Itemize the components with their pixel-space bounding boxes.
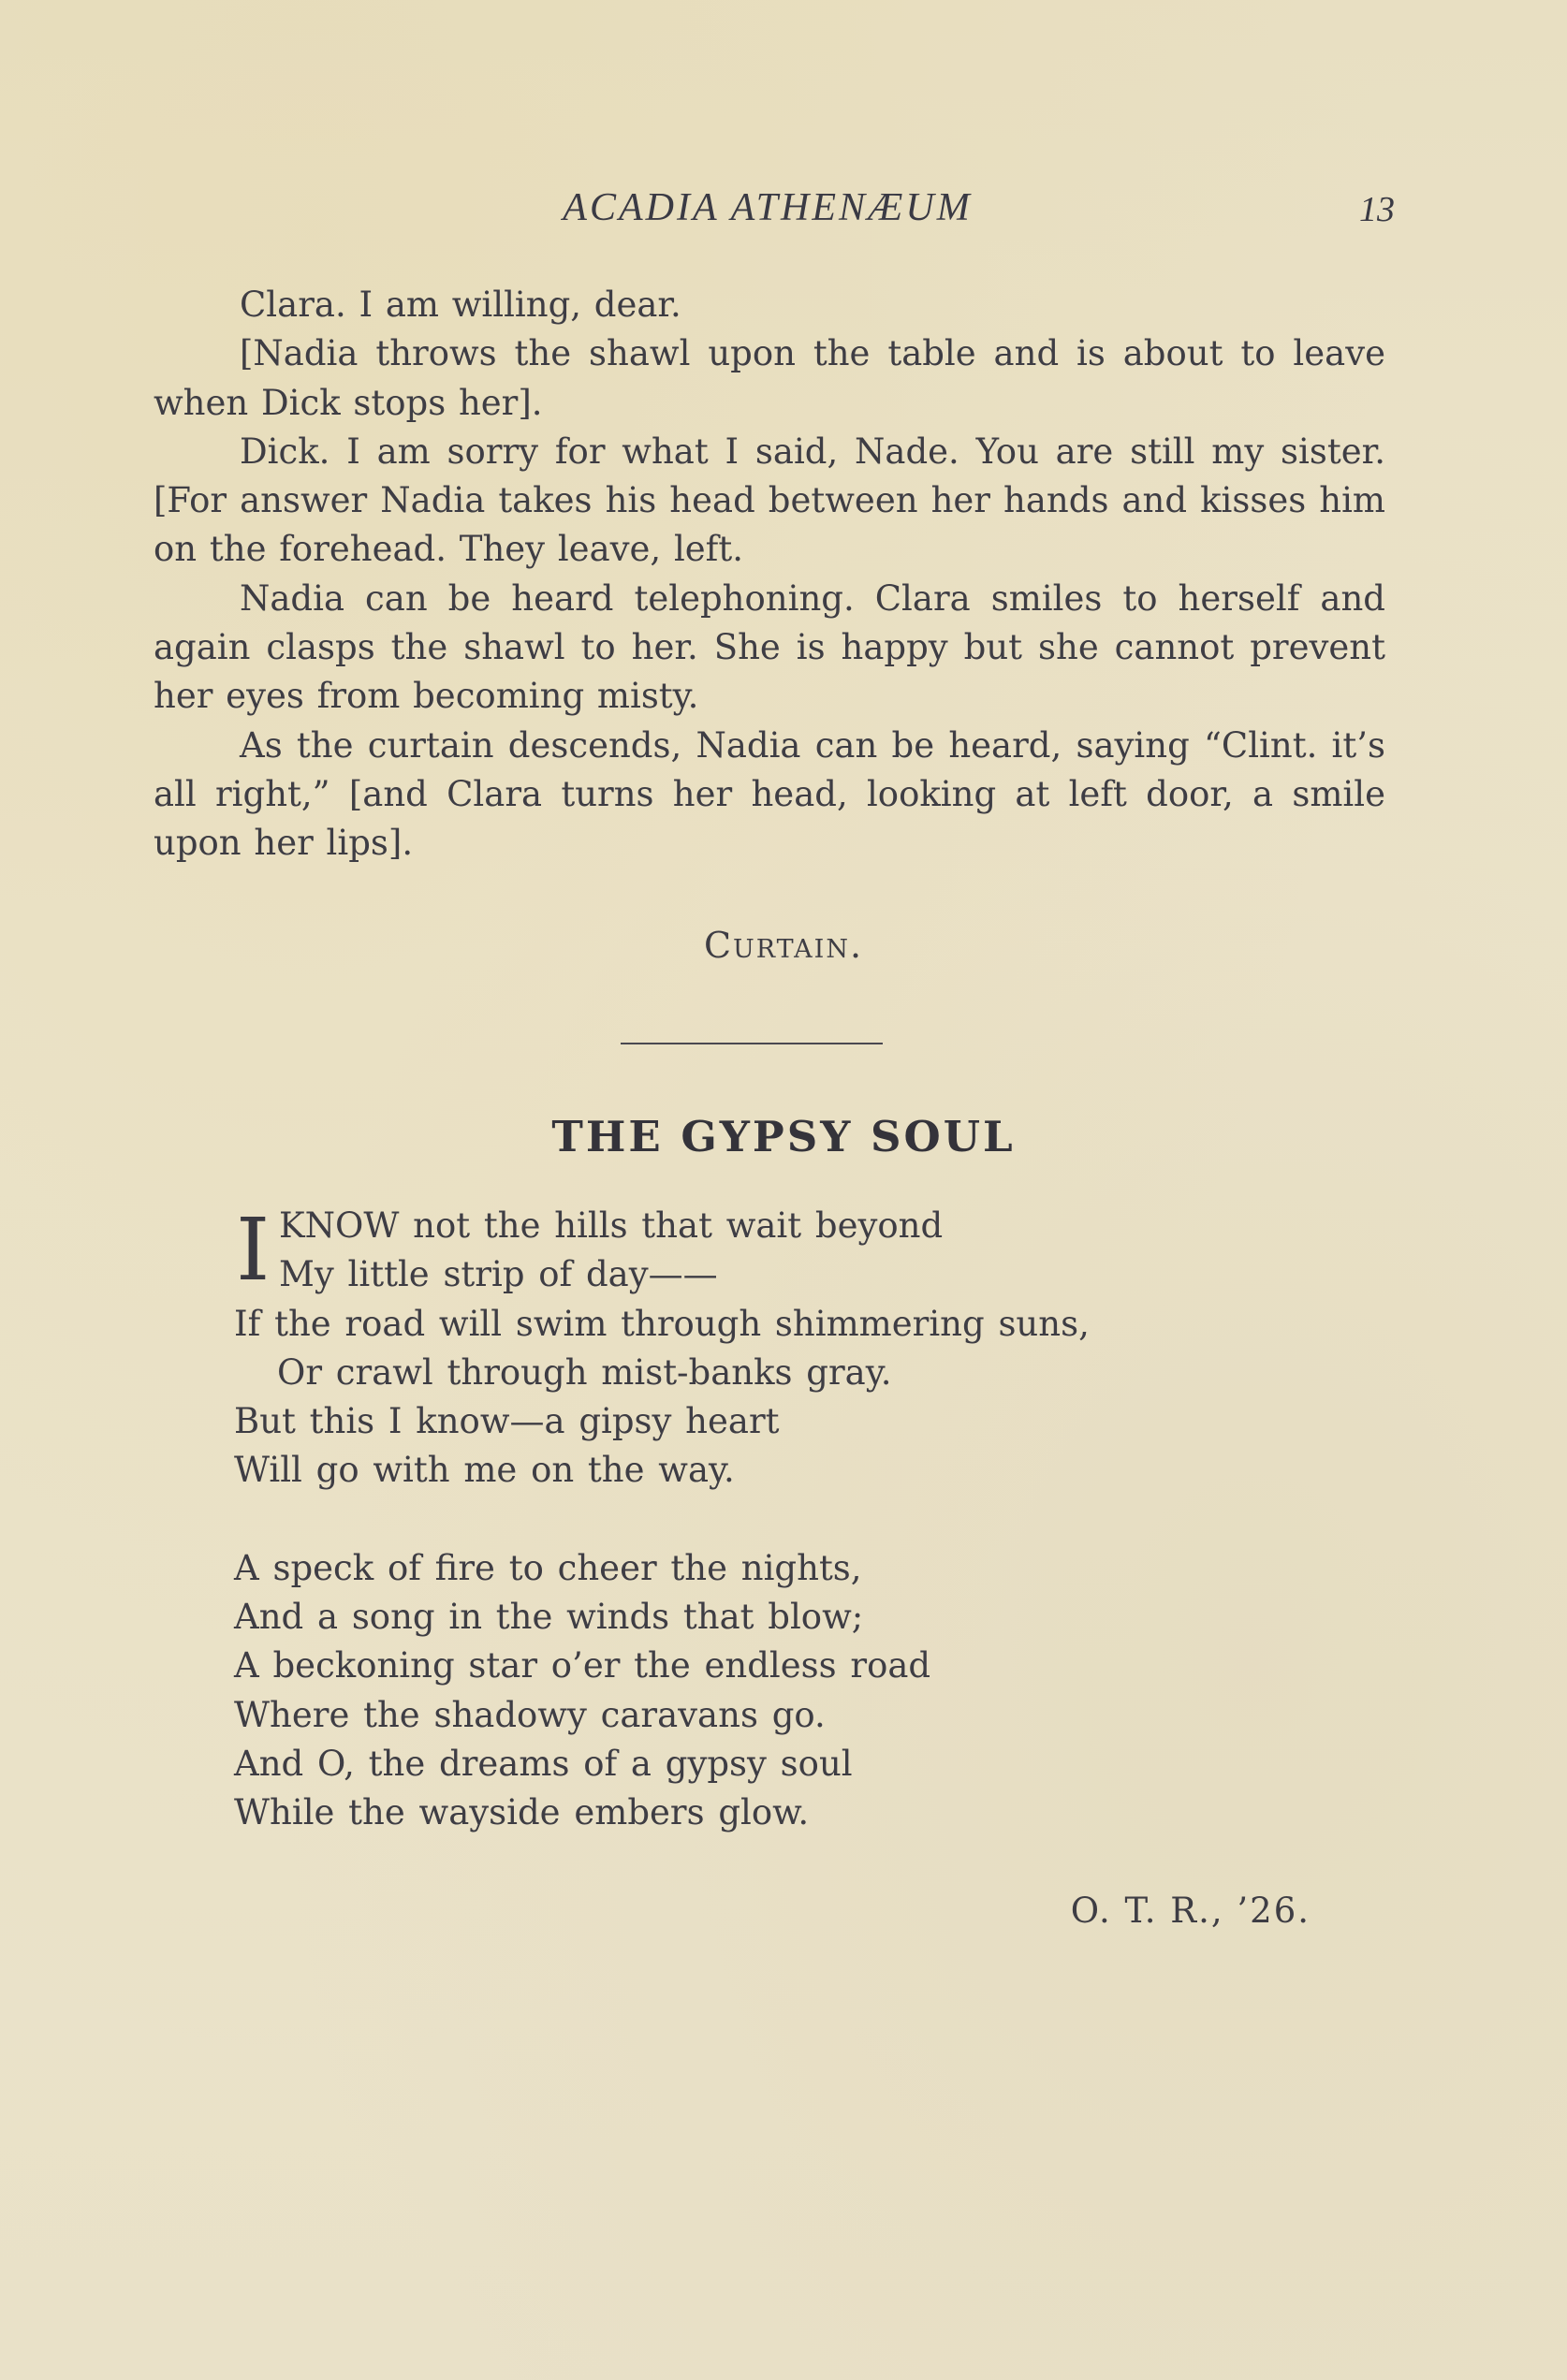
prose-paragraph: As the curtain descends, Nadia can be heard, saying “Clint. it’s all right,” [and Clara turns her head, looking at left door, a smile upon her lips]. — [154, 724, 1385, 864]
author-signature: O. T. R., ’26. — [1070, 1891, 1311, 1931]
poem-stanza — [234, 1202, 1357, 1496]
section-divider — [621, 1043, 883, 1044]
poem-title: THE GYPSY SOUL — [551, 1112, 1016, 1161]
poem-line: KNOW not the hills that wait beyond — [279, 1205, 944, 1246]
prose-paragraph: [Nadia throws the shawl upon the table and is about to leave when Dick stops her]. — [154, 333, 1385, 423]
poem-line: Or crawl through mist-banks gray. — [277, 1351, 892, 1393]
poem-line: My little strip of day—— — [279, 1254, 718, 1295]
poem-line: If the road will swim through shimmering suns, — [234, 1303, 1090, 1344]
prose-paragraph: Nadia can be heard telephoning. Clara smiles to herself and again clasps the shawl to her. She is happy but she cannot prevent her eyes from becoming misty. — [154, 577, 1385, 717]
poem-line: And a song in the winds that blow; — [234, 1597, 864, 1638]
running-title: ACADIA ATHENÆUM — [563, 186, 973, 229]
poem-stanza — [234, 1544, 1357, 1838]
page-number: 13 — [1359, 190, 1395, 229]
poem-line: A beckoning star o’er the endless road — [234, 1645, 931, 1686]
poem-line: A speck of fire to cheer the nights, — [234, 1547, 862, 1588]
poem-line: Will go with me on the way. — [234, 1450, 735, 1491]
play-text — [154, 281, 1385, 869]
poem-line: But this I know—a gipsy heart — [234, 1401, 780, 1442]
drop-cap: I — [236, 1200, 271, 1300]
poem-opening — [234, 1202, 1357, 1300]
prose-paragraph: Dick. I am sorry for what I said, Nade. You are still my sister. [For answer Nadia takes his head between her hands and kisses him on the forehead. They leave, left. — [154, 431, 1385, 570]
poem-line: Where the shadowy caravans go. — [234, 1694, 826, 1735]
curtain-label: Curtain. — [703, 925, 864, 966]
poem-body — [234, 1202, 1357, 1887]
poem-line: While the wayside embers glow. — [234, 1792, 810, 1833]
prose-paragraph: Clara. I am willing, dear. — [240, 285, 681, 325]
poem-line: And O, the dreams of a gypsy soul — [234, 1743, 853, 1784]
running-head — [0, 185, 1567, 241]
